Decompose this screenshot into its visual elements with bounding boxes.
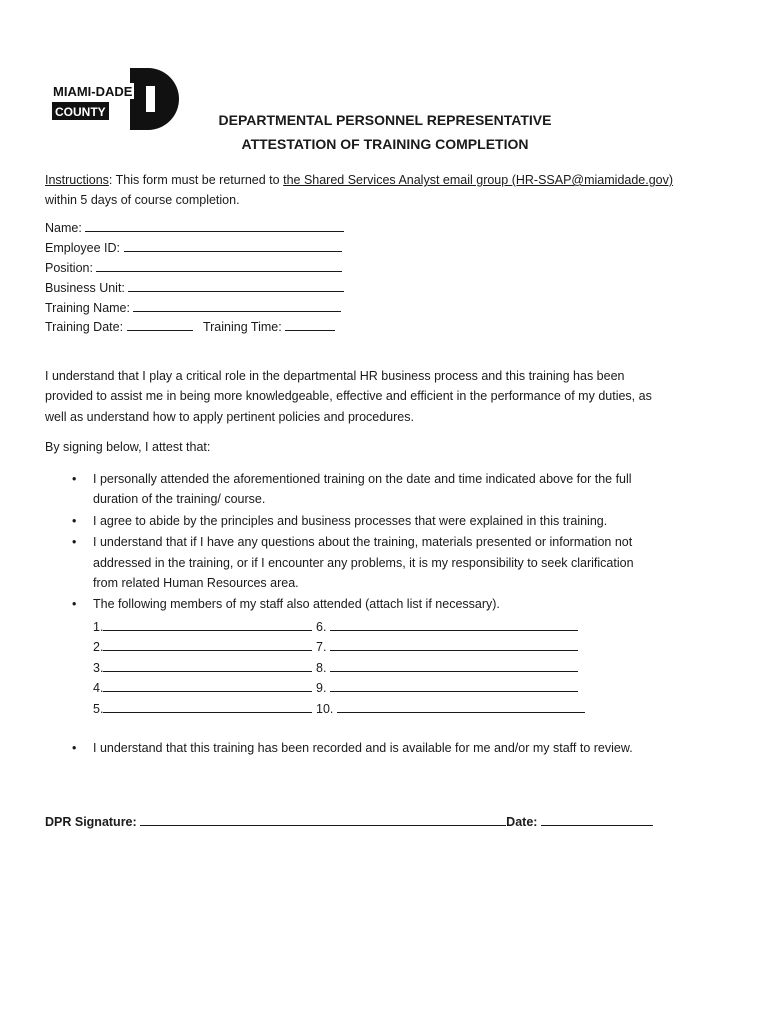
staff-input-line[interactable] — [330, 638, 578, 651]
bullet3-line3: from related Human Resources area. — [93, 576, 299, 590]
staff-entry-9 — [316, 679, 578, 695]
bullet3-line1: I understand that if I have any questions about the training, materials presented or information not — [93, 535, 633, 549]
staff-entry-3 — [93, 659, 312, 675]
staff-input-line[interactable] — [103, 679, 312, 692]
staff-number: 9. — [316, 681, 327, 695]
position-input-line[interactable] — [96, 259, 342, 272]
logo-text-miami-dade: MIAMI-DADE — [53, 84, 133, 99]
training-date-input-line[interactable] — [127, 318, 193, 331]
attest-intro: By signing below, I attest that: — [45, 440, 211, 454]
training-time-label: Training Time: — [202, 320, 282, 334]
staff-input-line[interactable] — [330, 618, 578, 631]
instructions-email-link[interactable]: the Shared Services Analyst email group (HR-SSAP@miamidade.gov) — [283, 173, 674, 187]
form-title-line2: ATTESTATION OF TRAINING COMPLETION — [241, 136, 529, 152]
staff-entry-7 — [316, 638, 578, 654]
employee-id-label: Employee ID: — [45, 241, 121, 255]
business-unit-label: Business Unit: — [45, 281, 125, 295]
bullet3-line2: addressed in the training, or if I encounter any problems, it is my responsibility to seek clarification — [93, 556, 634, 570]
name-input-line[interactable] — [85, 219, 344, 232]
staff-number: 1. — [93, 620, 104, 634]
dpr-signature-input-line[interactable] — [140, 813, 506, 826]
staff-input-line[interactable] — [103, 659, 312, 672]
training-name-input-line[interactable] — [133, 299, 341, 312]
staff-number: 4. — [93, 681, 104, 695]
staff-input-line[interactable] — [330, 659, 578, 672]
staff-input-line[interactable] — [330, 679, 578, 692]
instructions-line1 — [45, 173, 673, 187]
staff-entry-1 — [93, 618, 312, 634]
signature-date-label: Date: — [506, 815, 538, 829]
instructions-text: This form must be returned to — [112, 173, 284, 187]
paragraph-line3: well as understand how to apply pertinent policies and procedures. — [45, 410, 414, 424]
signature-row — [45, 813, 653, 829]
signature-date-input-line[interactable] — [541, 813, 653, 826]
name-field-row — [45, 219, 344, 235]
staff-entry-5 — [93, 700, 312, 716]
instructions-line2: within 5 days of course completion. — [45, 193, 240, 207]
training-name-label: Training Name: — [45, 301, 130, 315]
staff-number: 7. — [316, 640, 327, 654]
business-unit-field-row — [45, 279, 344, 295]
training-date-time-row — [45, 318, 335, 334]
staff-input-line[interactable] — [103, 618, 312, 631]
position-field-row — [45, 259, 342, 275]
business-unit-input-line[interactable] — [128, 279, 344, 292]
staff-input-line[interactable] — [103, 700, 312, 713]
staff-input-line[interactable] — [103, 638, 312, 651]
position-label: Position: — [45, 261, 93, 275]
staff-number: 10. — [316, 702, 334, 716]
staff-entry-10 — [316, 700, 585, 716]
bullet1-line1: I personally attended the aforementioned training on the date and time indicated above for the full — [93, 472, 632, 486]
staff-entry-6 — [316, 618, 578, 634]
staff-entry-2 — [93, 638, 312, 654]
training-date-label: Training Date: — [45, 320, 124, 334]
bullet-icon: • — [72, 514, 77, 528]
staff-entry-8 — [316, 659, 578, 675]
name-label: Name: — [45, 221, 82, 235]
bullet-icon: • — [72, 535, 77, 549]
staff-number: 6. — [316, 620, 327, 634]
bullet2-text: I agree to abide by the principles and business processes that were explained in this training. — [93, 514, 608, 528]
form-title-line1: DEPARTMENTAL PERSONNEL REPRESENTATIVE — [218, 112, 552, 128]
bullet-icon: • — [72, 597, 77, 611]
paragraph-line2: provided to assist me in being more knowledgeable, effective and efficient in the performance of my duties, as — [45, 389, 652, 403]
employee-id-field-row — [45, 239, 342, 255]
paragraph-line1: I understand that I play a critical role in the departmental HR business process and this training has been — [45, 369, 625, 383]
bullet1-line2: duration of the training/ course. — [93, 492, 266, 506]
bullet5-text: I understand that this training has been recorded and is available for me and/or my staff to review. — [93, 741, 633, 755]
bullet-icon: • — [72, 741, 77, 755]
training-name-field-row — [45, 299, 341, 315]
employee-id-input-line[interactable] — [124, 239, 342, 252]
bullet-icon: • — [72, 472, 77, 486]
logo-text-county: COUNTY — [55, 105, 106, 119]
staff-entry-4 — [93, 679, 312, 695]
dpr-signature-label: DPR Signature: — [45, 815, 137, 829]
staff-number: 5. — [93, 702, 104, 716]
bullet4-text: The following members of my staff also attended (attach list if necessary). — [93, 597, 500, 611]
staff-number: 3. — [93, 661, 104, 675]
instructions-colon: : — [108, 173, 113, 187]
staff-number: 2. — [93, 640, 104, 654]
staff-number: 8. — [316, 661, 327, 675]
staff-input-line[interactable] — [337, 700, 585, 713]
instructions-label: Instructions — [45, 173, 109, 187]
training-time-input-line[interactable] — [285, 318, 335, 331]
